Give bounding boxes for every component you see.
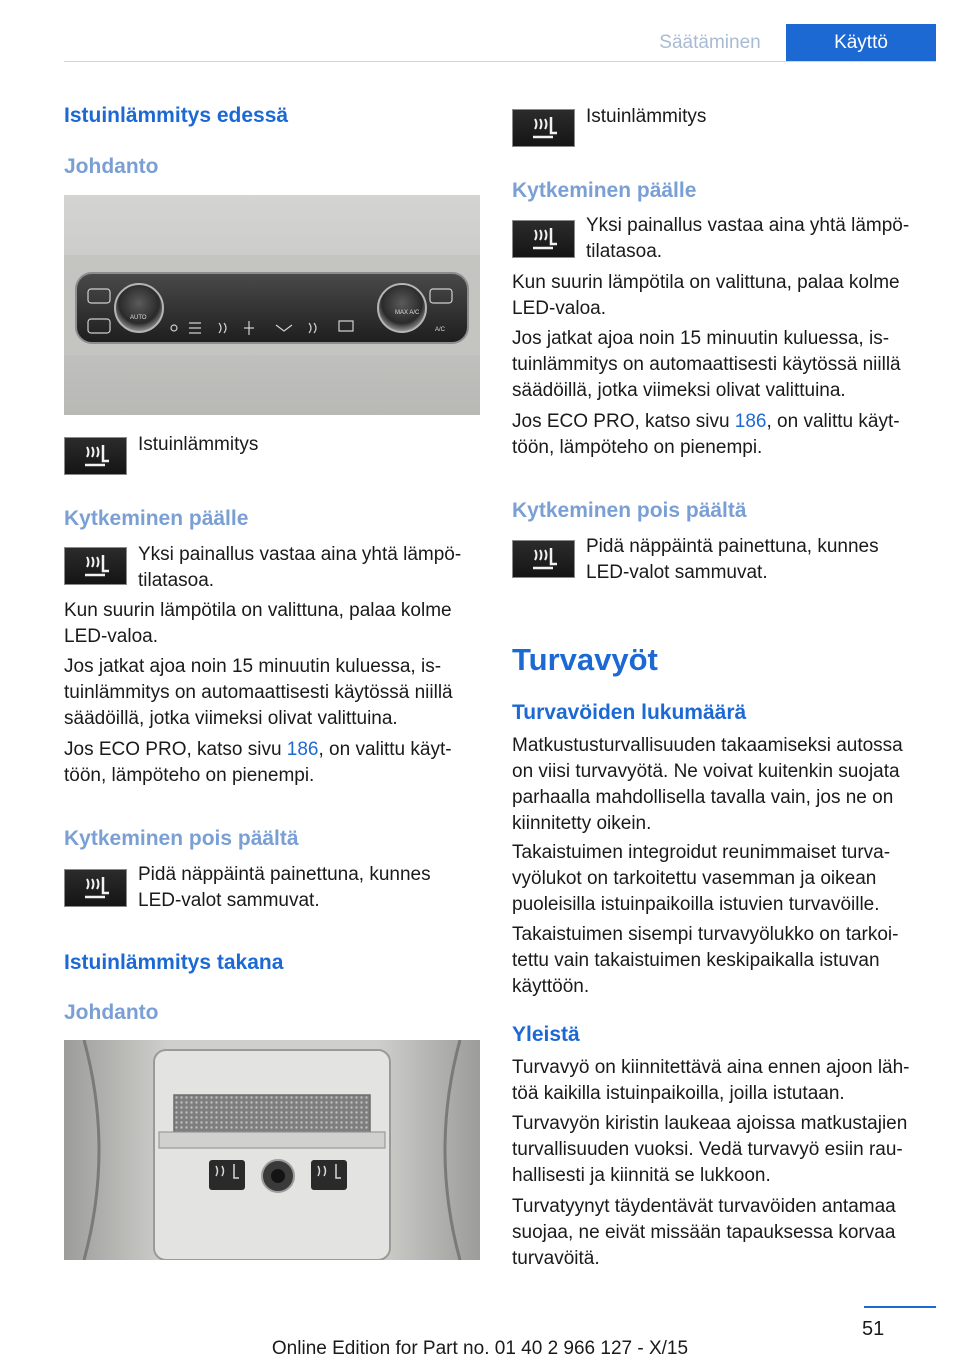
max-ac-button-label: MAX A/C [395, 310, 420, 316]
switch-off-heading: Kytkeminen pois päältä [64, 827, 299, 850]
switch-off-line-1: Pidä näppäintä painettuna, kunnes [586, 536, 879, 557]
tab-section[interactable]: Säätäminen [634, 24, 786, 62]
general-heading: Yleistä [512, 1023, 580, 1046]
footer-divider [864, 1306, 936, 1308]
auto-button-label: AUTO [130, 315, 147, 321]
paragraph: Takaistuimen sisempi turvavyölukko on tarkoi-tettu vain takaistuimen keskipaikalla istuvan käyttöön. [512, 924, 899, 997]
text: , on valittu käyt-töön, lämpöteho on pienempi. [64, 739, 452, 786]
header-tabs [634, 24, 936, 62]
paragraph [512, 409, 928, 461]
seat-heating-button [64, 437, 127, 475]
page-link[interactable]: 186 [734, 411, 767, 432]
switch-on-heading: Kytkeminen päälle [64, 507, 249, 530]
switch-off-line-2: LED-valot sammuvat. [586, 562, 768, 583]
section-title-rear: Istuinlämmitys takana [64, 951, 284, 974]
switch-on-icon-text [586, 213, 909, 265]
chapter-title-seatbelts: Turvavyöt [512, 642, 658, 677]
paragraph: Jos jatkat ajoa noin 15 minuutin kuluessa, is-tuinlämmitys on automaattisesti käytössä niillä säädöillä, jotka viimeksi olivat valittuina. [512, 328, 901, 401]
switch-off-icon-text [586, 534, 879, 586]
seat-heating-button [64, 547, 127, 585]
paragraph: Takaistuimen integroidut reunimmaiset turva-vyölukot on tarkoitettu vasemman ja oikean puoleisilla istuinpaikoilla istuvien turvavöille. [512, 842, 891, 915]
icon-caption: Istuinlämmitys [586, 106, 707, 127]
switch-on-line-1: Yksi painallus vastaa aina yhtä lämpö- [138, 544, 462, 565]
paragraph: Kun suurin lämpötila on valittuna, palaa kolme LED-valoa. [512, 272, 900, 319]
text: , on valittu käyt-töön, lämpöteho on pienempi. [512, 411, 900, 458]
intro-heading: Johdanto [64, 155, 159, 178]
rear-intro-heading: Johdanto [64, 1001, 159, 1024]
switch-off-icon-text [138, 862, 431, 914]
switch-on-heading: Kytkeminen päälle [512, 179, 697, 202]
paragraph: Turvatyynyt täydentävät turvavöiden antamaa suojaa, ne eivät missään tapauksessa korvaa turvavöitä. [512, 1196, 896, 1269]
seat-heating-button [64, 869, 127, 907]
page-link[interactable]: 186 [286, 739, 319, 760]
switch-off-line-2: LED-valot sammuvat. [138, 890, 320, 911]
paragraph: Turvavyö on kiinnitettävä aina ennen ajoon läh-töä kaikilla istuinpaikoilla, joilla istutaan. [512, 1057, 910, 1104]
seat-heating-button [512, 109, 575, 147]
paragraph: Turvavyön kiristin laukeaa ajoissa matkustajien turvallisuuden vuoksi. Vedä turvavyö esiin rau-hallisesti ja kiinnitä se lukkoon. [512, 1113, 908, 1186]
switch-off-line-1: Pidä näppäintä painettuna, kunnes [138, 864, 431, 885]
paragraph: Kun suurin lämpötila on valittuna, palaa kolme LED-valoa. [64, 600, 452, 647]
text: Jos ECO PRO, katso sivu [64, 739, 287, 760]
seat-heating-icon [529, 226, 559, 252]
seat-heating-button [512, 540, 575, 578]
seat-heating-button [512, 220, 575, 258]
switch-off-heading: Kytkeminen pois päältä [512, 499, 747, 522]
edition-footer: Online Edition for Part no. 01 40 2 966 127 - X/15 [271, 1338, 689, 1359]
ac-button-label: A/C [435, 327, 446, 333]
seatbelt-count-heading: Turvavöiden lukumäärä [512, 701, 747, 724]
switch-on-icon-text [138, 542, 461, 594]
seat-heating-icon [81, 553, 111, 579]
paragraph [64, 737, 480, 789]
seat-heating-icon [81, 443, 111, 469]
switch-on-line-2: tilatasoa. [138, 570, 215, 591]
page-number: 51 [862, 1318, 885, 1340]
header-divider [64, 61, 936, 62]
rear-console-illustration [64, 1040, 480, 1260]
rear-console-photo [64, 1040, 480, 1260]
tab-chapter[interactable]: Käyttö [786, 24, 936, 62]
icon-caption: Istuinlämmitys [138, 434, 259, 455]
front-climate-panel-photo [64, 195, 480, 415]
switch-on-line-2: tilatasoa. [586, 241, 663, 262]
front-panel-illustration [64, 195, 480, 415]
paragraph: Matkustusturvallisuuden takaamiseksi autossa on viisi turvavyötä. Ne voivat kuitenkin suojata parhaalla mahdollisella tavalla vain, jos ne on kiinnitetty oikein. [512, 735, 903, 834]
paragraph: Jos jatkat ajoa noin 15 minuutin kuluessa, is-tuinlämmitys on automaattisesti käytössä niillä säädöillä, jotka viimeksi olivat valittuina. [64, 656, 453, 729]
switch-on-line-1: Yksi painallus vastaa aina yhtä lämpö- [586, 215, 910, 236]
text: Jos ECO PRO, katso sivu [512, 411, 735, 432]
seat-heating-icon [529, 546, 559, 572]
section-title-front: Istuinlämmitys edessä [64, 104, 289, 127]
seat-heating-icon [81, 875, 111, 901]
seat-heating-icon [529, 115, 559, 141]
